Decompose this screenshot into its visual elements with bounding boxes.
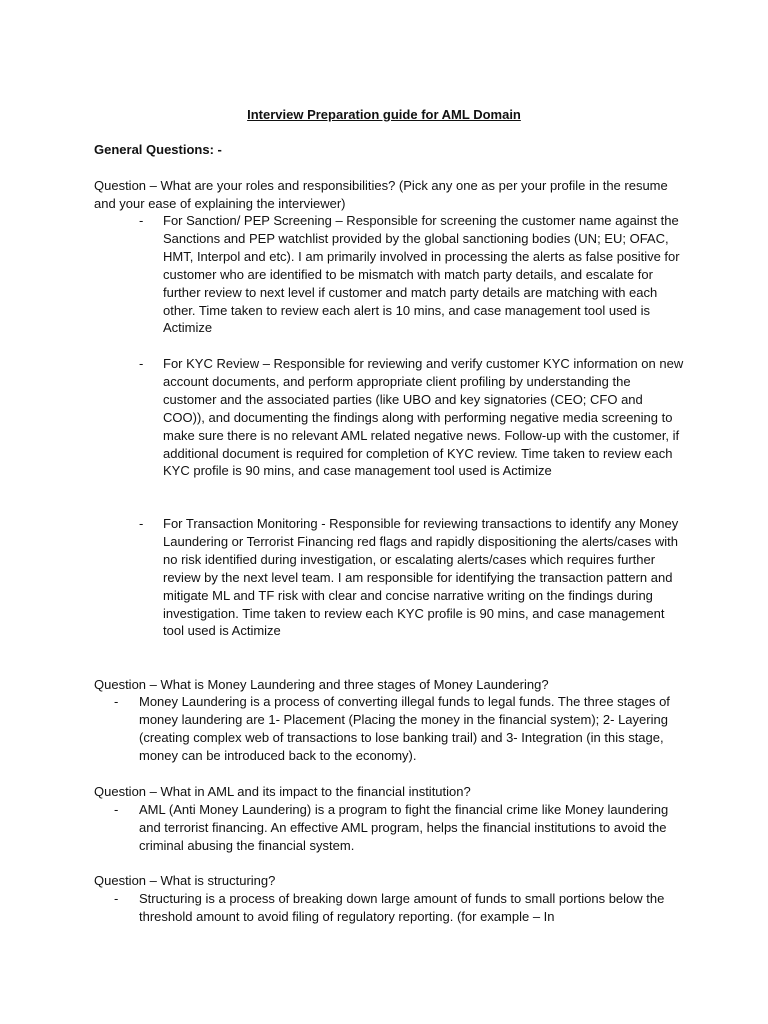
question-structuring: Question – What is structuring? [94,873,276,888]
bullet-dash: - [139,516,144,531]
answer-text: For Transaction Monitoring - Responsible for reviewing transactions to identify any Money Laundering or Terrorist Financing red flags and rapidly dispositioning the alerts/cases with no risk identified during investigation, or escalating alerts/cases which requires further review by the next level team. I am responsible for identifying the transaction pattern and mitigate ML and TF risk with clear and concise narrative writing on the findings during investigation. Time taken to review each KYC profile is 90 mins, and case management tool used is Actimize [163,516,679,639]
answer-sanction-screening [139,212,684,337]
question-money-laundering: Question – What is Money Laundering and three stages of Money Laundering? [94,677,549,692]
answer-text: For Sanction/ PEP Screening – Responsible for screening the customer name against the Sanctions and PEP watchlist provided by the global sanctioning bodies (UN; EU; OFAC, HMT, Interpol and etc). I am primarily involved in processing the alerts as false positive for customer who are identified to be mismatch with match party details, and escalate for further review to next level if customer and match party details are matching with each other. Time taken to review each alert is 10 mins, and case management tool used is Actimize [163,213,680,336]
answer-text: Structuring is a process of breaking down large amount of funds to small portions below the threshold amount to avoid filing of regulatory reporting. (for example – In [139,891,665,924]
bullet-dash: - [114,694,119,709]
section-heading: General Questions: - [94,142,222,157]
question-aml-impact: Question – What in AML and its impact to the financial institution? [94,784,471,799]
bullet-dash: - [114,891,119,906]
answer-transaction-monitoring [139,515,684,640]
question-roles: Question – What are your roles and responsibilities? (Pick any one as per your profile in the resume and your ease of explaining the interviewer) [94,178,668,211]
bullet-dash: - [114,802,119,817]
bullet-dash: - [139,213,144,228]
document-title: Interview Preparation guide for AML Domain [247,107,521,122]
answer-text: Money Laundering is a process of converting illegal funds to legal funds. The three stages of money laundering are 1- Placement (Placing the money in the financial system); 2- Layering (creating complex web of transactions to lose banking trail) and 3- Integration (in this stage, money can be introduced back to the economy). [139,694,670,763]
answer-structuring [114,890,684,926]
answer-kyc-review [139,355,684,480]
answer-text: For KYC Review – Responsible for reviewing and verify customer KYC information on new account documents, and perform appropriate client profiling by understanding the customer and the associated parties (like UBO and key signatories (CEO; CFO and COO)), and documenting the findings along with performing negative media screening to make sure there is no relevant AML related negative news. Follow-up with the customer, if additional document is required for completion of KYC review. Time taken to review each KYC profile is 90 mins, and case management tool used is Actimize [163,356,684,479]
answer-money-laundering [114,693,684,765]
answer-text: AML (Anti Money Laundering) is a program to fight the financial crime like Money laundering and terrorist financing. An effective AML program, helps the financial institutions to avoid the criminal abusing the financial system. [139,802,669,853]
answer-aml-impact [114,801,684,855]
bullet-dash: - [139,356,144,371]
